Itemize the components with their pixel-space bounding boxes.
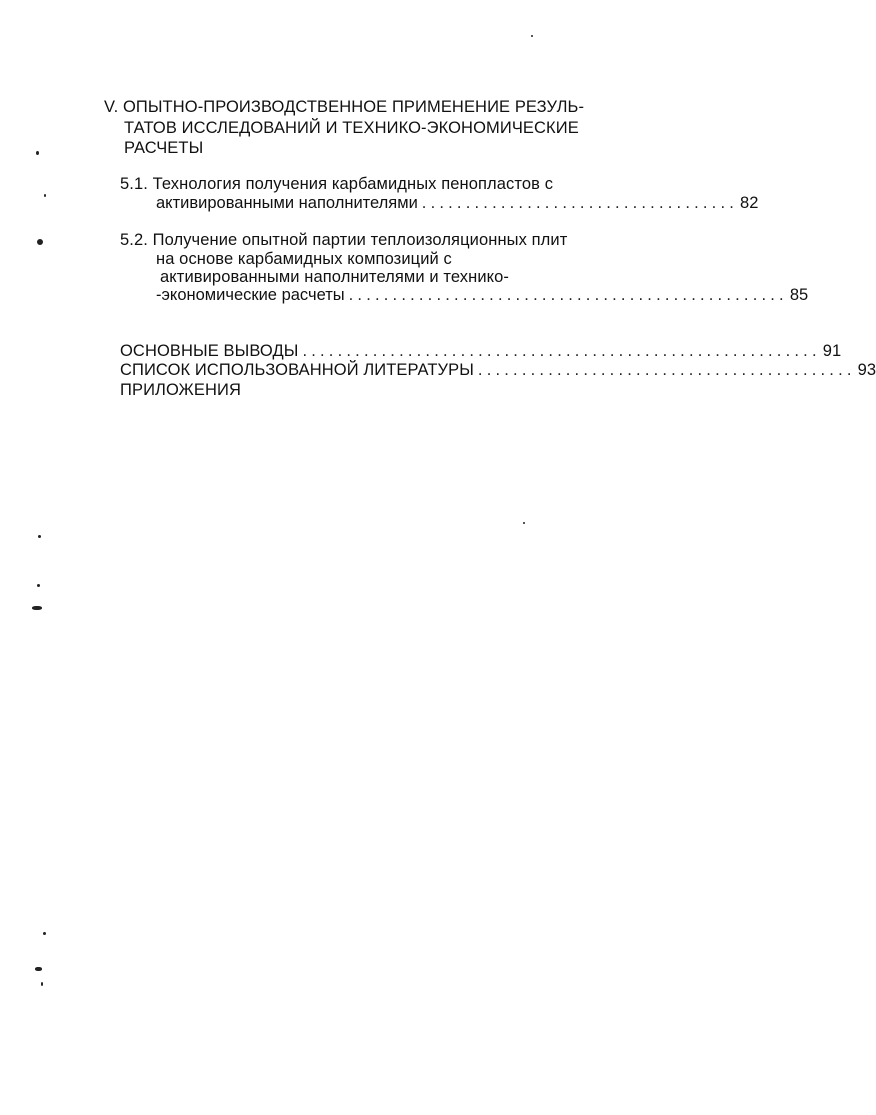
scan-speck: [41, 982, 43, 986]
leader-dots: ....................................: [421, 194, 739, 212]
leader-dots: ...........................................................: [302, 342, 821, 360]
subsection-5-1-line1: 5.1. Технология получения карбамидных пенопластов с: [120, 175, 554, 193]
page-number: 91: [822, 342, 842, 360]
subsection-5-2-line2: на основе карбамидных композиций с: [156, 250, 452, 268]
scan-speck: [531, 35, 533, 37]
toc-entry-5-2[interactable]: [156, 285, 809, 305]
section-v-heading-line2: ТАТОВ ИССЛЕДОВАНИЙ И ТЕХНИКО-ЭКОНОМИЧЕСКИЕ: [124, 119, 579, 137]
scan-speck: [44, 194, 46, 197]
scan-speck: [43, 932, 46, 935]
references-label: СПИСОК ИСПОЛЬЗОВАННОЙ ЛИТЕРАТУРЫ: [120, 361, 474, 379]
page-number: 82: [740, 194, 759, 212]
subsection-5-2-line1: 5.2. Получение опытной партии теплоизоляционных плит: [120, 231, 568, 249]
page-number: 93: [857, 361, 876, 379]
scan-speck: [523, 522, 525, 524]
toc-entry-conclusions[interactable]: [120, 341, 842, 361]
scan-speck: [36, 151, 39, 155]
scan-speck: [37, 239, 43, 245]
subsection-5-2-line4: -экономические расчеты: [156, 286, 345, 304]
scan-speck: [37, 584, 40, 587]
scan-speck: [38, 535, 41, 538]
subsection-5-1-line2: активированными наполнителями: [156, 194, 418, 212]
appendix-label: ПРИЛОЖЕНИЯ: [120, 381, 241, 399]
subsection-5-2-line3: активированными наполнителями и технико-: [160, 268, 510, 286]
leader-dots: ..................................................: [348, 286, 788, 304]
section-v-heading-line1: V. ОПЫТНО-ПРОИЗВОДСТВЕННОЕ ПРИМЕНЕНИЕ РЕЗУЛЬ-: [104, 98, 585, 116]
page-number: 85: [789, 286, 809, 304]
toc-entry-5-1[interactable]: [156, 193, 759, 213]
scan-speck: [32, 606, 42, 610]
section-v-heading-line3: РАСЧЕТЫ: [124, 139, 204, 157]
leader-dots: ...........................................: [477, 361, 856, 379]
scan-speck: [35, 967, 42, 971]
toc-entry-references[interactable]: [120, 360, 876, 380]
conclusions-label: ОСНОВНЫЕ ВЫВОДЫ: [120, 342, 299, 360]
